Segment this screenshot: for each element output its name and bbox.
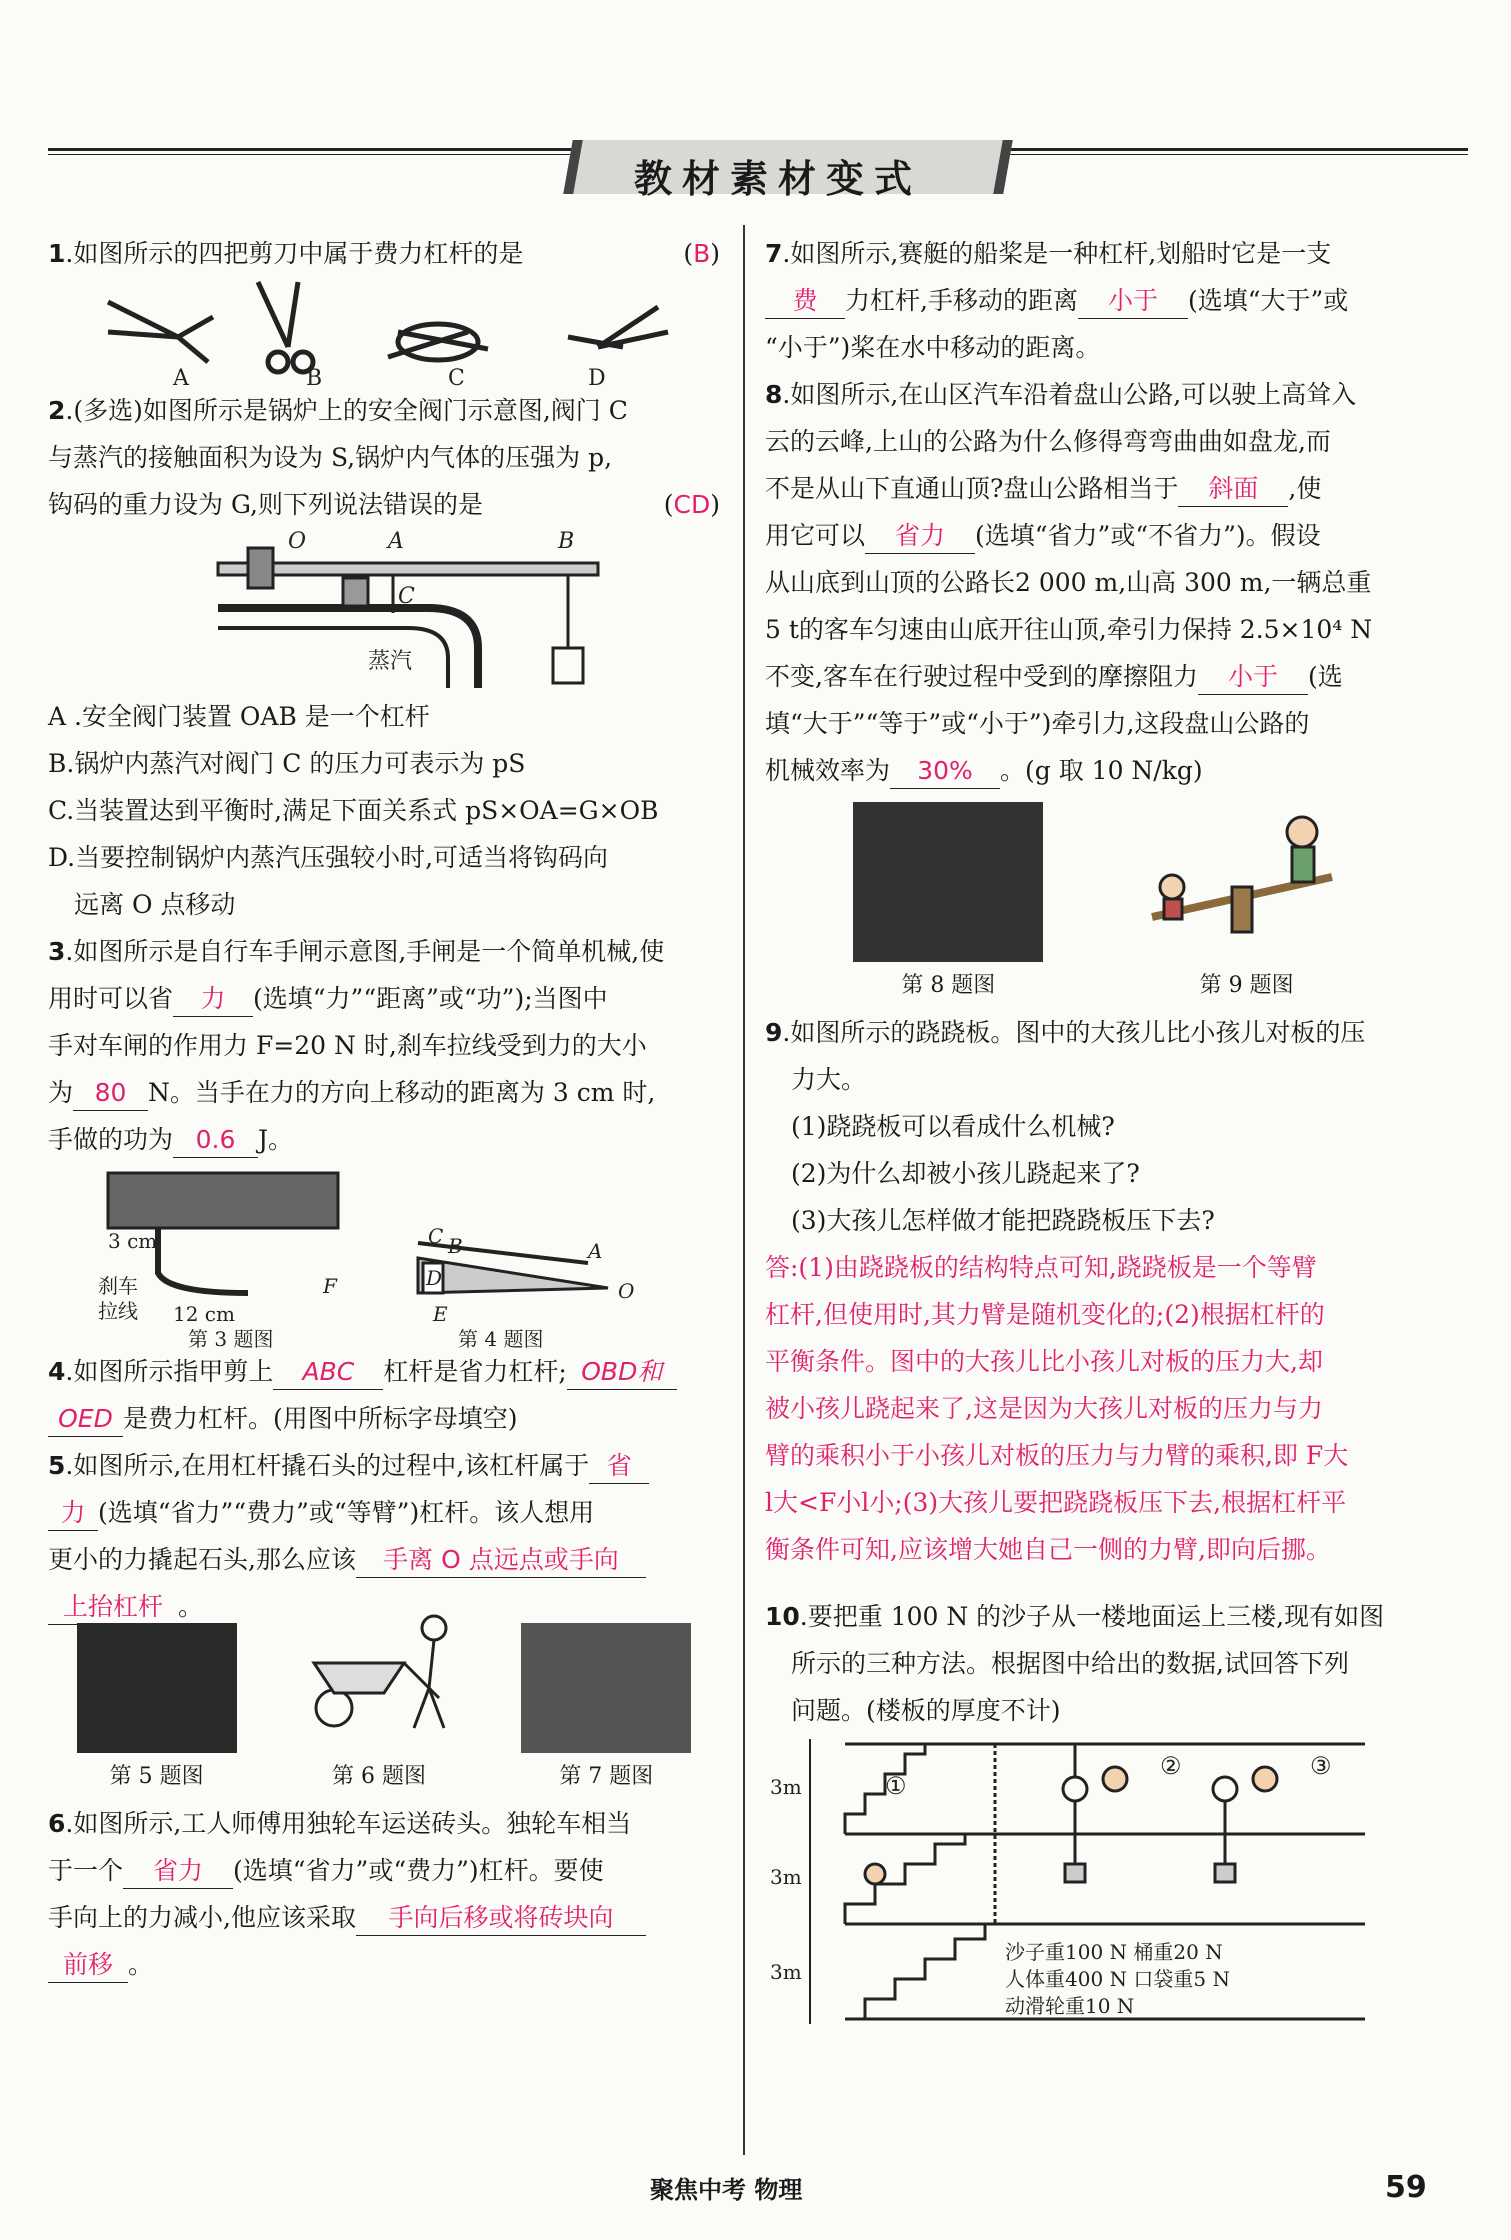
- caption-fig4: 第 4 题图: [458, 1327, 544, 1348]
- question-8: 8.如图所示,在山区汽车沿着盘山公路,可以驶上高耸入 云的云峰,上山的公路为什么修得弯弯曲曲如盘龙,而 不是从山下直通山顶?盘山公路相当于 斜面 ,使 用它可以 省力 (选填“省力”或“不省力”)。假设 从山底到山顶的公路长2 000 m,山高 300 m,一辆总重 5 t的客车匀速由山底开往山顶,牵引力保持 2.5×10⁴ N 不变,客车在行驶过程中受到的摩擦阻力 小于 (选 填“大于”“等于”或“小于”)牵引力,这段盘山公路的 机械效率为 30% 。(g 取 10 N/kg): [765, 371, 1450, 794]
- answer-line: 杠杆,但使用时,其力臂是随机变化的;(2)根据杠杆的: [765, 1300, 1325, 1329]
- blank: 上抬杠杆: [48, 1590, 178, 1625]
- steam-label: 蒸汽: [368, 649, 413, 674]
- option-b: B.锅炉内蒸汽对阀门 C 的压力可表示为 pS: [48, 749, 526, 778]
- data-line-3: 动滑轮重10 N: [1005, 1994, 1135, 2018]
- scissors-label-d: D: [588, 366, 606, 387]
- page-number: 59: [1385, 2170, 1427, 2205]
- blank: 小于: [1078, 284, 1188, 319]
- answer-line: 被小孩儿跷起来了,这是因为大孩儿对板的压力与力: [765, 1394, 1323, 1423]
- option-a: A .安全阀门装置 OAB 是一个杠杆: [48, 702, 430, 731]
- rowing-photo: [521, 1623, 691, 1753]
- blank: 省: [589, 1449, 649, 1484]
- clipper-label-b: B: [448, 1234, 463, 1258]
- valve-label-c: C: [398, 584, 415, 609]
- question-10: 10.要把重 100 N 的沙子从一楼地面运上三楼,现有如图 所示的三种方法。根据图中给出的数据,试回答下列 问题。(楼板的厚度不计): [765, 1602, 1385, 1725]
- blank: OBD和: [567, 1355, 677, 1390]
- brake-label-3cm: 3 cm: [108, 1229, 158, 1253]
- blank: 小于: [1198, 660, 1308, 695]
- seesaw-drawing: [1132, 787, 1362, 947]
- question-2-options: [48, 693, 720, 928]
- mountain-road-photo: [853, 802, 1043, 962]
- answer-paren: (B): [683, 239, 720, 268]
- brake-label-12cm: 12 cm: [173, 1302, 235, 1326]
- blank: 费: [765, 284, 845, 319]
- blank: 省力: [123, 1854, 233, 1889]
- question-4: 4.如图所示指甲剪上 ABC 杠杆是省力杠杆; OBD和 OED 是费力杠杆。(用图中所标字母填空): [48, 1348, 720, 1442]
- clipper-label-o: O: [618, 1279, 635, 1303]
- crowbar-photo: [77, 1623, 237, 1753]
- option-d-cont: 远离 O 点移动: [74, 890, 236, 919]
- figures-5-6-7: [48, 1630, 720, 1800]
- answer-paren: (CD): [663, 490, 720, 519]
- scissors-label-a: A: [173, 366, 189, 387]
- clipper-label-c: C: [428, 1224, 444, 1248]
- valve-label-b: B: [558, 529, 575, 554]
- data-line-2: 人体重400 N 口袋重5 N: [1005, 1967, 1230, 1991]
- blank: ABC: [273, 1355, 383, 1390]
- section-header: [48, 140, 1468, 200]
- question-9: 9.如图所示的跷跷板。图中的大孩儿比小孩儿对板的压 力大。 (1)跷跷板可以看成什么机械? (2)为什么却被小孩儿跷起来了? (3)大孩儿怎样做才能把跷跷板压下去? 答:(1)由跷跷板的结构特点可知,跷跷板是一个等臂 杠杆,但使用时,其力臂是随机变化的;(2)根据杠杆的 平衡条件。图中的大孩儿比小孩儿对板的压力大,却 被小孩儿跷起来了,这是因为大孩儿对板的压力与力 臂的乘积小于小孩儿对板的压力与力臂的乘积,即 F大 l大<F小l小;(3)大孩儿要把跷跷板压下去,根据杠杆平 衡条件可知,应该增大她自己一侧的力臂,即向后挪。: [765, 1018, 1366, 1564]
- fig5: [77, 1623, 237, 1800]
- answer-line: 衡条件可知,应该增大她自己一侧的力臂,即向后挪。: [765, 1535, 1331, 1564]
- caption-fig9: 第 9 题图: [1199, 973, 1294, 998]
- data-line-1: 沙子重100 N 桶重20 N: [1005, 1940, 1223, 1964]
- column-divider: [743, 225, 745, 2155]
- blank: 0.6: [173, 1123, 258, 1158]
- blank: 力: [173, 982, 253, 1017]
- blank: 省力: [865, 519, 975, 554]
- blank: 前移: [48, 1948, 128, 1983]
- scissors-label-b: B: [306, 366, 323, 387]
- floor-height-2: 3m: [770, 1865, 802, 1889]
- blank: 手离 O 点远点或手向: [356, 1543, 646, 1578]
- clipper-label-e: E: [433, 1302, 448, 1326]
- fig8: [853, 802, 1043, 1009]
- caption-fig5: 第 5 题图: [109, 1764, 204, 1789]
- floor-height-1: 3m: [770, 1775, 802, 1799]
- question-1: 1.如图所示的四把剪刀中属于费力杠杆的是 (B): [48, 230, 720, 277]
- brake-label-f: F: [323, 1274, 337, 1298]
- answer-line: 答:(1)由跷跷板的结构特点可知,跷跷板是一个等臂: [765, 1253, 1317, 1282]
- caption-fig3: 第 3 题图: [188, 1327, 274, 1348]
- left-column: [48, 230, 720, 1988]
- question-5: 5.如图所示,在用杠杆撬石头的过程中,该杠杆属于 省 力 (选填“省力”“费力”或“等臂”)杠杆。该人想用 更小的力撬起石头,那么应该 手离 O 点远点或手向 上抬杠杆 。: [48, 1442, 720, 1630]
- section-title: 教材素材变式: [633, 156, 922, 201]
- valve-label-o: O: [288, 529, 307, 554]
- valve-figure: [48, 528, 720, 693]
- right-column: [765, 230, 1450, 2034]
- fig9: [1132, 787, 1362, 1009]
- blank: 30%: [890, 754, 1000, 789]
- question-2: 2.(多选)如图所示是锅炉上的安全阀门示意图,阀门 C 与蒸汽的接触面积为设为 S,锅炉内气体的压强为 p, 钩码的重力设为 G,则下列说法错误的是 (CD): [48, 387, 720, 528]
- fig6: [294, 1608, 464, 1800]
- scissors-figure: [48, 277, 720, 387]
- footer-book-title: 聚焦中考 物理: [650, 2176, 803, 2204]
- answer-line: 平衡条件。图中的大孩儿比小孩儿对板的压力大,却: [765, 1347, 1323, 1376]
- option-d: D.当要控制锅炉内蒸汽压强较小时,可适当将钩码向: [48, 843, 609, 872]
- stairs-pulley-figure: [765, 1734, 1450, 2034]
- fig7: [521, 1623, 691, 1800]
- blank: 手向后移或将砖块向: [356, 1901, 646, 1936]
- wheelbarrow-drawing: [294, 1608, 464, 1738]
- blank: 力: [48, 1496, 98, 1531]
- answer-line: l大<F小l小;(3)大孩儿要把跷跷板压下去,根据杠杆平: [765, 1488, 1347, 1517]
- brake-label-cable: 拉线: [98, 1299, 138, 1323]
- blank: OED: [48, 1402, 123, 1437]
- figures-8-9: [765, 794, 1450, 1009]
- clipper-label-d: D: [426, 1266, 443, 1290]
- question-3: 3.如图所示是自行车手闸示意图,手闸是一个简单机械,使 用时可以省 力 (选填“力”“距离”或“功”);当图中 手对车闸的作用力 F=20 N 时,刹车拉线受到力的大小 为 80 N。当手在力的方向上移动的距离为 3 cm 时, 手做的功为 0.6 J。: [48, 928, 720, 1163]
- caption-fig7: 第 7 题图: [559, 1764, 654, 1789]
- valve-label-a: A: [388, 529, 404, 554]
- option-c: C.当装置达到平衡时,满足下面关系式 pS×OA=G×OB: [48, 796, 659, 825]
- method-3-label: ③: [1310, 1752, 1332, 1780]
- brake-and-nailclipper-figure: [48, 1163, 720, 1348]
- brake-label-brake: 刹车: [98, 1274, 138, 1298]
- caption-fig8: 第 8 题图: [901, 973, 996, 998]
- question-6: 6.如图所示,工人师傅用独轮车运送砖头。独轮车相当 于一个 省力 (选填“省力”或“费力”)杠杆。要使 手向上的力减小,他应该采取 手向后移或将砖块向 前移 。: [48, 1800, 720, 1988]
- method-2-label: ②: [1160, 1752, 1182, 1780]
- method-1-label: ①: [885, 1772, 907, 1800]
- caption-fig6: 第 6 题图: [331, 1764, 426, 1789]
- clipper-label-a: A: [588, 1239, 603, 1263]
- floor-height-3: 3m: [770, 1960, 802, 1984]
- blank: 斜面: [1178, 472, 1288, 507]
- question-7: 7.如图所示,赛艇的船桨是一种杠杆,划船时它是一支 费 力杠杆,手移动的距离 小于 (选填“大于”或 “小于”)桨在水中移动的距离。: [765, 239, 1349, 362]
- scissors-label-c: C: [448, 366, 465, 387]
- blank: 80: [73, 1076, 148, 1111]
- answer-line: 臂的乘积小于小孩儿对板的压力与力臂的乘积,即 F大: [765, 1441, 1349, 1470]
